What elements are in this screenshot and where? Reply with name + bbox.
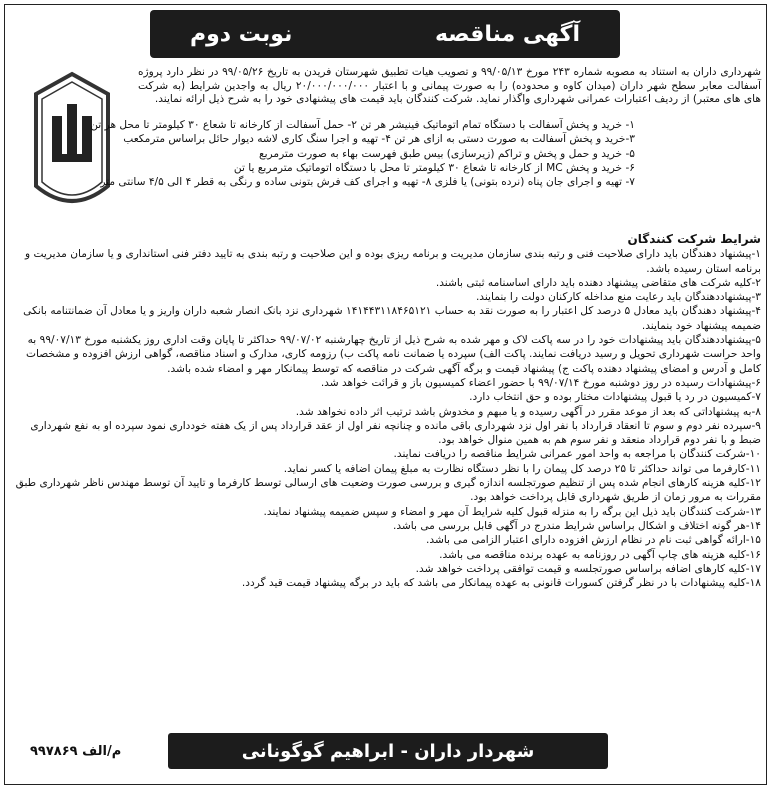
condition-line: ۴-پیشنهاد دهندگان باید معادل ۵ درصد کل اعتبار را به صورت نقد به حساب ۱۴۱۴۴۳۱۱۸۴۶۵۱۲۱ شهرداری نزد بانک انصار شعبه داران واریز و یا معادل آن ضمانتنامه بانکی ضمیمه پیشنهاد خود بنمایند.	[23, 305, 761, 332]
condition-line: ۱۴-هر گونه اختلاف و اشکال براساس شرایط مندرج در آگهی قابل بررسی می باشد.	[393, 519, 761, 532]
condition-line: ۱-پیشنهاد دهندگان باید دارای صلاحیت فنی و رتبه بندی سازمان مدیریت و برنامه ریزی بوده و این صلاحیت و رتبه بندی به تایید دفتر فنی استانداری و یا سازمان مدیریت و برنامه استان رسیده باشد.	[24, 248, 761, 275]
ad-title: آگهی مناقصه	[434, 21, 580, 47]
round-label: نوبت دوم	[190, 21, 293, 47]
condition-line: ۹-سپرده نفر دوم و سوم تا انعقاد قرارداد با نفر اول نزد شهرداری باقی مانده و چنانچه نفر اول از عقد قرارداد پس از یک هفته خودداری نمود سپرده او به نفع شهرداری ضبط و با نفر دوم قرارداد منعقد و نفر سوم هم به همین منوال خواهد بود.	[30, 419, 761, 447]
condition-line: ۳-پیشنهاددهندگان باید رعایت منع مداخله کارکنان دولت را بنمایند.	[475, 291, 761, 304]
condition-line: ۸-به پیشنهاداتی که بعد از موعد مقرر در آگهی رسیده و یا مبهم و مخدوش باشد ترتیب اثر داده نخواهد شد.	[295, 405, 761, 418]
items-list	[14, 118, 635, 189]
condition-line: ۱۲-کلیه هزینه کارهای انجام شده پس از تنظیم صورتجلسه اندازه گیری و بررسی صورت وضعیت های ارسالی توسط کارفرما و تایید آن توسط مهندس ناظر شهرداری طبق مقررات به مرور زمان از طریق شهرداری قابل پرداخت خواهد بود.	[15, 477, 761, 504]
condition-line: ۱۵-ارائه گواهی ثبت نام در نظام ارزش افزوده دارای اعتبار الزامی می باشد.	[426, 534, 761, 547]
condition-line: ۱۰-شرکت کنندگان با مراجعه به واحد امور عمرانی شرایط مناقصه را دریافت نمایند.	[393, 448, 761, 461]
item-line: ۶- خرید و پخش MC از کارخانه تا شعاع ۳۰ کیلومتر تا محل با دستگاه اتوماتیک مترمربع یا تن	[233, 161, 635, 174]
item-line: ۷- تهیه و اجرای جان پناه (نرده بتونی) یا فلزی ۸- تهیه و اجرای کف فرش بتونی ساده و رنگی به قطر ۴ الی ۴/۵ سانتی متر	[100, 176, 635, 189]
item-line: ۱- خرید و پخش آسفالت با دستگاه تمام اتوماتیک فینیشر هر تن ۲- حمل آسفالت از کارخانه تا شعاع ۳۰ کیلومتر تا محل هر تن	[90, 119, 635, 131]
item-line: ۳-خرید و پخش آسفالت به صورت دستی به ازای هر تن ۴- تهیه و اجرا سنگ کاری لاشه دیوار حائل براساس مترمکعب	[123, 133, 635, 146]
condition-line: ۱۶-کلیه هزینه های چاپ آگهی در روزنامه به عهده برنده مناقصه می باشد.	[439, 548, 761, 561]
ad-body	[14, 119, 761, 590]
condition-line: ۶-پیشنهادات رسیده در روز دوشنبه مورخ ۹۹/۰۷/۱۴ با حضور اعضاء کمیسیون باز و قرائت خواهد شد.	[320, 376, 761, 389]
condition-line: ۱۱-کارفرما می تواند حداکثر تا ۲۵ درصد کل پیمان را با نظر دستگاه نظارت به مبلغ پیمان اضافه یا کسر نماید.	[283, 462, 761, 475]
condition-line: ۱۳-شرکت کنندگان باید ذیل این برگه را به منزله قبول کلیه شرایط آن مهر و امضاء و سپس ضمیمه پیشنهاد نمایند.	[263, 505, 761, 518]
ad-header	[150, 10, 620, 58]
condition-line: ۱۸-کلیه پیشنهادات با در نظر گرفتن کسورات قانونی به عهده پیمانکار می باشد که باید در برگه پیشنهاد قیمت قید گردد.	[241, 577, 761, 590]
condition-line: ۷-کمیسیون در رد یا قبول پیشنهادات مختار بوده و حق انتخاب دارد.	[469, 391, 761, 404]
ad-code: م/الف ۹۹۷۸۶۹	[30, 744, 122, 759]
condition-line: ۱۷-کلیه کارهای اضافه براساس صورتجلسه و قیمت توافقی پرداخت خواهد شد.	[415, 562, 761, 575]
item-line: ۵- خرید و حمل و پخش و تراکم (زیرسازی) بیس طبق فهرست بهاء به صورت مترمربع	[258, 147, 635, 160]
conditions-title: شرایط شرکت کنندگان	[627, 232, 761, 246]
intro-paragraph: شهرداری داران به استناد به مصوبه شماره ۲۴۳ مورخ ۹۹/۰۵/۱۳ و تصویب هیات تطبیق شهرستان فریدن به تاریخ ۹۹/۰۵/۲۶ در نظر دارد پروژه آسفالت معابر سطح شهر داران (میدان کاوه و محدوده) را به صورت پیمانی و با اعتبار ۲۰/۰۰۰/۰۰۰/۰۰۰ ریال به واجدین شرایط (به شرکت های های معتبر) از ردیف اعتبارات عمرانی شهرداری واگذار نماید. شرکت کنندگان باید قیمت های پیشنهادی خود را به شرح ذیل ارائه نمایند.	[138, 66, 761, 106]
condition-line: ۲-کلیه شرکت های متقاضی پیشنهاد دهنده باید دارای اساسنامه ثبتی باشند.	[435, 276, 761, 289]
condition-line: ۵-پیشنهاددهندگان باید پیشنهادات خود را در سه پاکت لاک و مهر شده به شرح ذیل از تاریخ چهارشنبه ۹۹/۰۷/۰۲ حداکثر تا پایان وقت اداری روز یکشنبه مورخ ۹۹/۰۷/۱۳ به واحد حراست شهرداری تحویل و رسید دریافت نمایند. پاکت الف) سپرده یا ضمانت نامه پاکت ب) رزومه کاری، مدارک و اسناد مناقصه، گواهی ارزش افزوده و مشخصات کامل و آدرس و امضای پیشنهاد دهنده پاکت ج) پیشنهاد قیمت و برگه آگهی شرکت در مناقصه که توسط پیمانکار مهر و امضاء شده باشد.	[26, 334, 761, 375]
signature-bar: شهردار داران - ابراهیم گوگونانی	[168, 733, 608, 769]
